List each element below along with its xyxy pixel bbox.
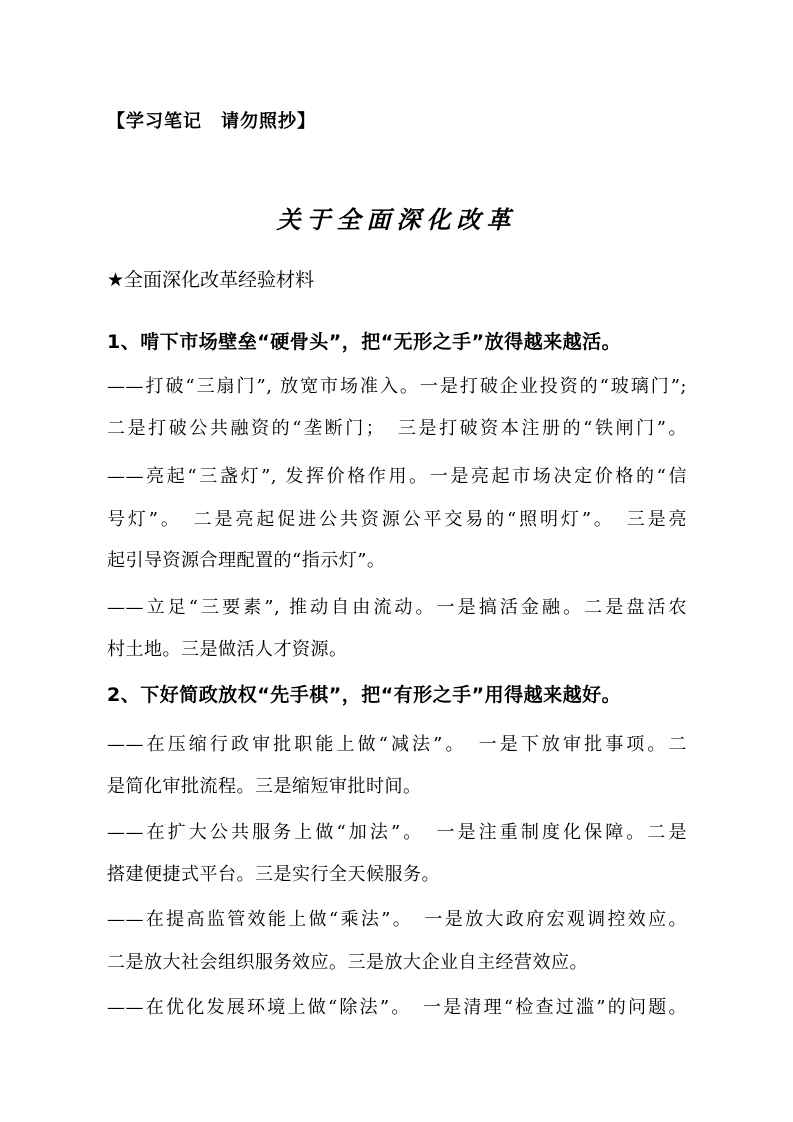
paragraph-line: ——在提高监管效能上做“乘法”。 一是放大政府宏观调控效应。 bbox=[107, 909, 687, 930]
paragraph-line: 是简化审批流程。三是缩短审批时间。 bbox=[107, 776, 422, 797]
paragraph-line: 二是放大社会组织服务效应。三是放大企业自主经营效应。 bbox=[107, 952, 588, 973]
paragraph-line: ——在优化发展环境上做“除法”。 一是清理“检查过滥”的问题。 bbox=[107, 997, 687, 1018]
paragraph-line: 搭建便捷式平台。三是实行全天候服务。 bbox=[107, 864, 440, 885]
subtitle: ★全面深化改革经验材料 bbox=[107, 269, 315, 291]
page-title: 关于全面深化改革 bbox=[276, 205, 517, 234]
header-note: 【学习笔记 请勿照抄】 bbox=[107, 111, 316, 132]
paragraph-line: 号灯”。 二是亮起促进公共资源公平交易的“照明灯”。 三是亮 bbox=[107, 509, 687, 530]
paragraph-line: 村土地。三是做活人才资源。 bbox=[107, 639, 348, 660]
paragraph-line: ——亮起“三盏灯”, 发挥价格作用。一是亮起市场决定价格的“信 bbox=[107, 466, 687, 487]
paragraph-line: 二是打破公共融资的“垄断门； 三是打破资本注册的“铁闸门”。 bbox=[107, 418, 687, 439]
paragraph-line: ——立足“三要素”, 推动自由流动。一是搞活金融。二是盘活农 bbox=[107, 597, 687, 618]
paragraph-line: ——在压缩行政审批职能上做“减法”。 一是下放审批事项。二 bbox=[107, 734, 687, 755]
paragraph-line: ——在扩大公共服务上做“加法”。 一是注重制度化保障。二是 bbox=[107, 822, 687, 843]
section-heading-1: 1、啃下市场壁垒“硬骨头”，把“无形之手”放得越来越活。 bbox=[107, 331, 622, 353]
paragraph-line: ——打破“三扇门”, 放宽市场准入。一是打破企业投资的“玻璃门”; bbox=[107, 376, 687, 397]
paragraph-line: 起引导资源合理配置的“指示灯”。 bbox=[107, 550, 386, 571]
section-heading-2: 2、下好简政放权“先手棋”，把“有形之手”用得越来越好。 bbox=[107, 684, 622, 706]
